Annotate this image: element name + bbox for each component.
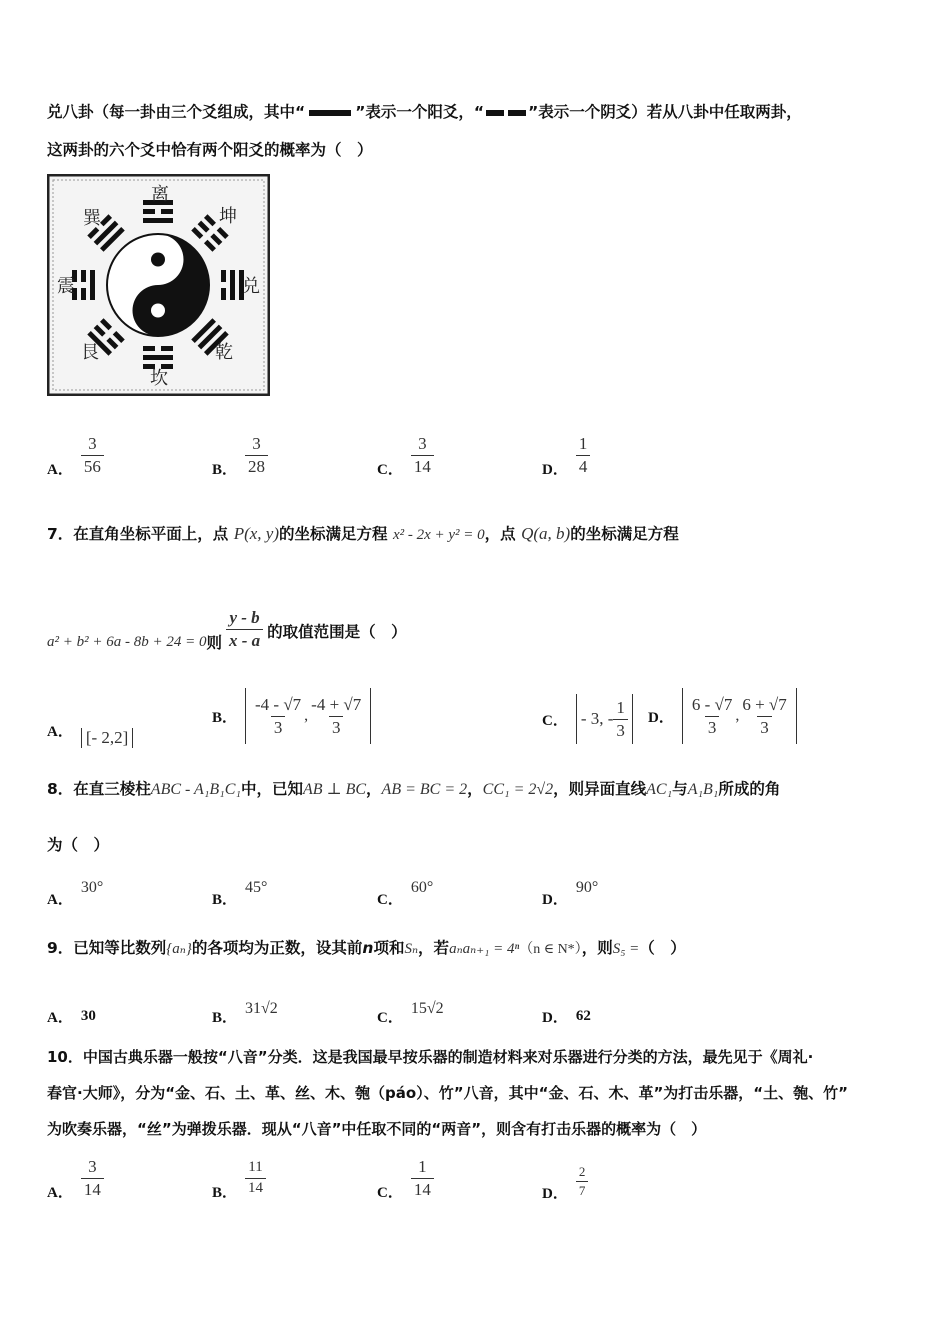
q8-stem-line1: 8．在直三棱柱ABC - A₁B₁C₁中，已知AB ⊥ BC，AB = BC = 2，CC₁ = 2√2，则异面直线AC₁与A₁B₁所成的角 <box>47 780 781 798</box>
trigram-label-kun: 坤 <box>219 206 237 227</box>
fraction: $\frac{11}{14}$ <box>245 1160 266 1197</box>
trigram-label-qian: 乾 <box>215 342 233 363</box>
q9-option-b[interactable]: B． 31√2 <box>212 999 278 1026</box>
trigram-label-xun: 巽 <box>83 208 101 229</box>
fraction: $\frac{2}{7}$ <box>576 1165 589 1197</box>
q7-option-b[interactable]: B． $\frac{-4 - √7}{3}$ , $\frac{-4 + √7}{3}$ <box>212 688 371 744</box>
s5: S₅ = <box>612 941 640 957</box>
q10-option-b[interactable]: B． $\frac{11}{14}$ <box>212 1155 266 1202</box>
q8-option-d[interactable]: D． 90° <box>542 878 599 908</box>
trigram-label-kan: 坎 <box>150 368 168 389</box>
interval-bracket: $\frac{-4 - √7}{3}$ , $\frac{-4 + √7}{3}$ <box>245 688 371 744</box>
trigram-label-dui: 兑 <box>242 276 260 297</box>
q8-stem-line2: 为（ ） <box>47 836 110 854</box>
q10-stem-line2: 春官·大师》，分为“金、石、土、革、丝、木、匏（páo）、竹”八音，其中“金、石、木、革”为打击乐器，“土、匏、竹” <box>47 1084 849 1102</box>
fraction: $\frac{1}{14}$ <box>411 1158 434 1199</box>
trigram-label-zhen: 震 <box>57 276 75 297</box>
q9-option-c[interactable]: C． 15√2 <box>377 999 444 1026</box>
q7-stem-line2: a² + b² + 6a - 8b + 24 = 0 则 $\frac{y - b}{x - a}$ 的取值范围是（ ） <box>47 607 407 652</box>
bagua-figure <box>47 174 270 396</box>
partial-sum: Sₙ <box>404 941 419 957</box>
slope-fraction: $\frac{y - b}{x - a}$ <box>226 609 263 650</box>
interval-bracket: - 3, - $\frac{1}{3}$ <box>576 694 633 744</box>
fraction: $\frac{3}{28}$ <box>245 435 268 476</box>
q6-option-c[interactable]: C． $\frac{3}{14}$ <box>377 432 434 479</box>
yin-line-symbol-right <box>508 110 526 116</box>
yin-line-symbol-left <box>486 110 504 116</box>
fraction: $\frac{3}{14}$ <box>81 1158 104 1199</box>
equation-1: x² - 2x + y² = 0 <box>392 527 485 543</box>
q6-stem-line1: 兑八卦（每一卦由三个爻组成，其中“ ”表示一个阳爻，“ ”表示一个阴爻）若从八卦中任取两卦， <box>47 103 802 121</box>
recurrence: aₙaₙ₊₁ = 4ⁿ <box>449 941 520 957</box>
condition: （n ∈ N*） <box>519 942 582 957</box>
q9-option-a[interactable]: A． 30 <box>47 1008 96 1026</box>
prism-name: ABC - A₁B₁C₁ <box>150 781 241 798</box>
q7-option-d[interactable]: D． $\frac{6 - √7}{3}$ , $\frac{6 + √7}{3}$ <box>648 688 797 744</box>
q8-option-a[interactable]: A． 30° <box>47 878 104 908</box>
point-q: Q(a, b) <box>521 524 571 543</box>
fraction: $\frac{6 - √7}{3}$ <box>691 694 733 737</box>
q6-option-a[interactable]: A． $\frac{3}{56}$ <box>47 432 104 479</box>
q8-option-c[interactable]: C． 60° <box>377 878 434 908</box>
fraction: $\frac{-4 + √7}{3}$ <box>311 694 362 737</box>
interval: [- 2,2] <box>81 728 133 748</box>
trigram-label-li: 离 <box>151 184 169 205</box>
q8-option-b[interactable]: B． 45° <box>212 878 268 908</box>
edge-lengths: AB = BC = 2 <box>381 781 468 798</box>
fraction: $\frac{-4 - √7}{3}$ <box>255 694 302 737</box>
q9-option-d[interactable]: D． 62 <box>542 1008 591 1026</box>
equation-2: a² + b² + 6a - 8b + 24 = 0 <box>47 633 207 650</box>
lateral-edge: CC₁ = 2√2 <box>482 781 554 798</box>
q6-stem-line2: 这两卦的六个爻中恰有两个阳爻的概率为（ ） <box>47 141 373 159</box>
q10-option-c[interactable]: C． $\frac{1}{14}$ <box>377 1155 434 1202</box>
yang-line-symbol <box>309 110 351 116</box>
fraction: $\frac{3}{14}$ <box>411 435 434 476</box>
q7-stem-line1: 7．在直角坐标平面上，点 P(x, y)的坐标满足方程 x² - 2x + y² = 0，点 Q(a, b)的坐标满足方程 <box>47 524 679 543</box>
q10-option-a[interactable]: A． $\frac{3}{14}$ <box>47 1155 104 1202</box>
q10-stem-line1: 10．中国古典乐器一般按“八音”分类．这是我国最早按乐器的制造材料来对乐器进行分类的方法，最先见于《周礼· <box>47 1048 814 1066</box>
fraction: $\frac{1}{3}$ <box>613 699 628 740</box>
line-a1b1: A₁B₁ <box>687 781 719 798</box>
q7-option-a[interactable]: A． [- 2,2] <box>47 712 133 748</box>
trigram-label-gen: 艮 <box>81 342 99 363</box>
line-ac1: AC₁ <box>646 781 673 798</box>
fraction: $\frac{3}{56}$ <box>81 435 104 476</box>
q9-stem: 9．已知等比数列{aₙ}的各项均为正数，设其前n项和Sₙ，若aₙaₙ₊₁ = 4ⁿ（n ∈ N*），则S₅ =（ ） <box>47 939 686 957</box>
yin-yang-symbol <box>107 234 209 336</box>
point-p: P(x, y) <box>233 524 280 543</box>
fraction: $\frac{1}{4}$ <box>576 435 591 476</box>
q7-option-c[interactable]: C． - 3, - $\frac{1}{3}$ <box>542 694 633 744</box>
q10-option-d[interactable]: D． $\frac{2}{7}$ <box>542 1160 588 1203</box>
q6-option-b[interactable]: B． $\frac{3}{28}$ <box>212 432 268 479</box>
q10-stem-line3: 为吹奏乐器，“丝”为弹拨乐器．现从“八音”中任取不同的“两音”，则含有打击乐器的概率为（ ） <box>47 1120 707 1138</box>
interval-bracket: $\frac{6 - √7}{3}$ , $\frac{6 + √7}{3}$ <box>682 688 797 744</box>
sequence: {aₙ} <box>166 941 192 957</box>
q6-option-d[interactable]: D． $\frac{1}{4}$ <box>542 432 590 479</box>
perpendicular-relation: AB ⊥ BC <box>302 781 367 798</box>
fraction: $\frac{6 + √7}{3}$ <box>742 694 787 737</box>
